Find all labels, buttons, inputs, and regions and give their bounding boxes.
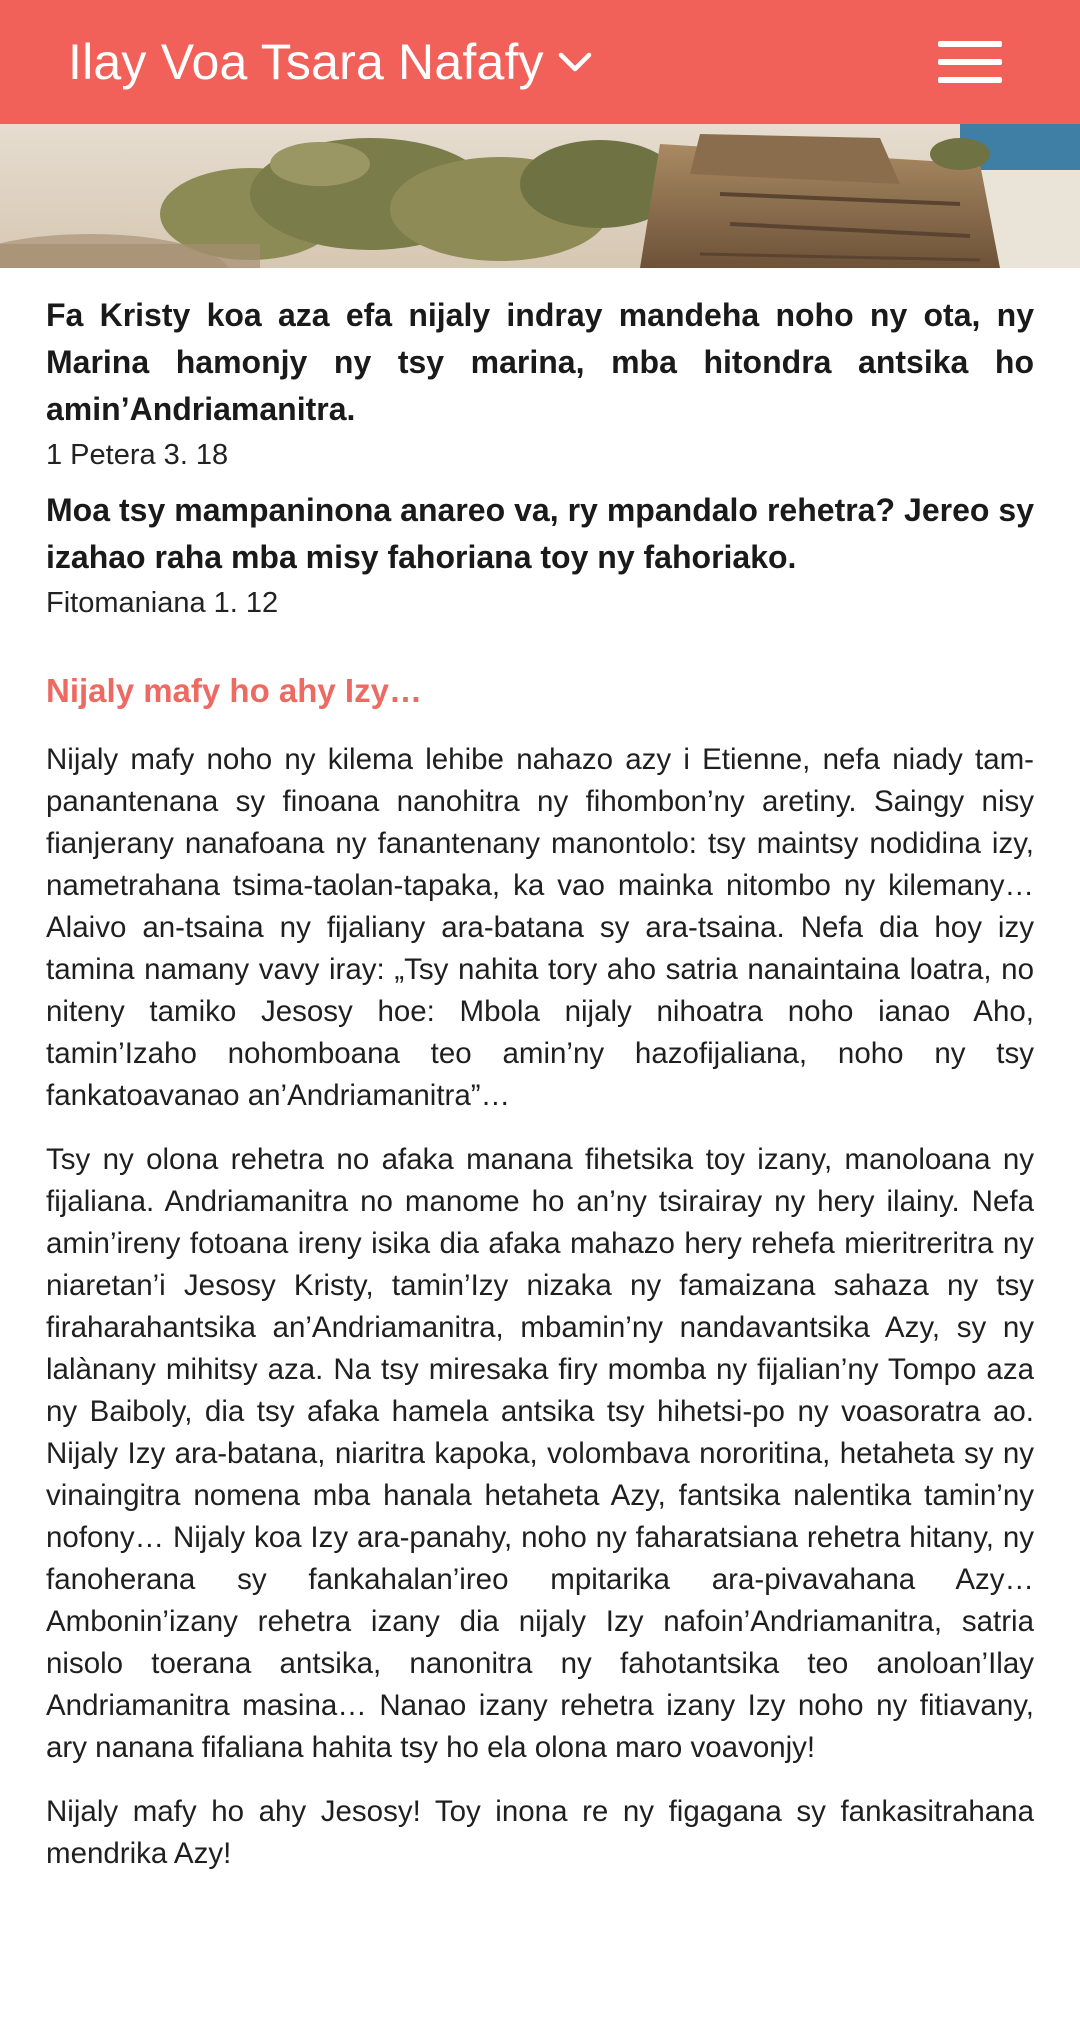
- main-content: [0, 268, 1080, 1875]
- verse-text: Moa tsy mampaninona anareo va, ry mpandalo rehetra? Jereo sy izahao raha mba misy fahoriana toy ny fahoriako.: [46, 492, 1034, 575]
- body-paragraph: Nijaly mafy ho ahy Jesosy! Toy inona re ny figagana sy fankasitrahana mendrika Azy!: [46, 1795, 1034, 1870]
- verse-reference: 1 Petera 3. 18: [46, 439, 229, 471]
- chevron-down-icon[interactable]: [558, 50, 592, 74]
- verse-reference: Fitomaniana 1. 12: [46, 587, 279, 619]
- app-title: Ilay Voa Tsara Nafafy: [68, 34, 544, 90]
- hamburger-menu-icon[interactable]: [938, 39, 1002, 85]
- verse-text: Fa Kristy koa aza efa nijaly indray mandeha noho ny ota, ny Marina hamonjy ny tsy marina, mba hitondra antsika ho amin’Andriamanitra.: [46, 297, 1034, 427]
- app-header: [0, 0, 1080, 124]
- section-title: Nijaly mafy ho ahy Izy…: [46, 672, 422, 709]
- banner-image: [0, 124, 1080, 268]
- body-paragraph: Tsy ny olona rehetra no afaka manana fihetsika toy izany, manoloana ny fijaliana. Andriamanitra no manome ho an’ny tsirairay ny hery ilainy. Nefa amin’ireny fotoana ireny isika dia afaka mahazo hery rehefa mieritreritra ny niaretan’i Jesosy Kristy, tamin’Izy nizaka ny famaizana sahaza ny tsy firaharahantsika an’Andriamanitra, mbamin’ny nandavantsika Azy, sy ny lalànany mihitsy aza. Na tsy miresaka firy momba ny fijalian’ny Tompo aza ny Baiboly, dia tsy afaka hamela antsika tsy hihetsi-po ny voasoratra ao. Nijaly Izy ara-batana, niaritra kapoka, volombava nororitina, hetaheta sy ny vinaingitra nomena mba hanala hetaheta Azy, fantsika nalentika tamin’ny nofony… Nijaly koa Izy ara-panahy, noho ny faharatsiana rehetra hitany, ny fanoherana sy fankahalan’ireo mpitarika ara-pivavahana Azy… Ambonin’izany rehetra izany dia nijaly Izy nafoin’Andriamanitra, satria nisolo toerana antsika, nanonitra ny fahotantsika teo anoloan’Ilay Andriamanitra masina… Nanao izany rehetra izany Izy noho ny fitiavany, ary nanana fifaliana hahita tsy ho ela olona maro voavonjy!: [46, 1143, 1034, 1764]
- body-paragraph: Nijaly mafy noho ny kilema lehibe nahazo azy i Etienne, nefa niady tam-panantenana sy finoana nanohitra ny fihombon’ny aretiny. Saingy nisy fianjerany nanafoana ny fanantenany manontolo: tsy maintsy nodidina izy, nametrahana tsima-taolan-tapaka, ka vao mainka nitombo ny kilemany… Alaivo an-tsaina ny fijaliany ara-batana sy ara-tsaina. Nefa dia hoy izy tamina namany vavy iray: „Tsy nahita tory aho satria nanaintaina loatra, no niteny tamiko Jesosy hoe: Mbola nijaly nihoatra noho ianao Aho, tamin’Izaho nohomboana teo amin’ny hazofijaliana, noho ny tsy fankatoavanao an’Andriamanitra”…: [46, 743, 1034, 1112]
- title-dropdown[interactable]: [68, 33, 592, 91]
